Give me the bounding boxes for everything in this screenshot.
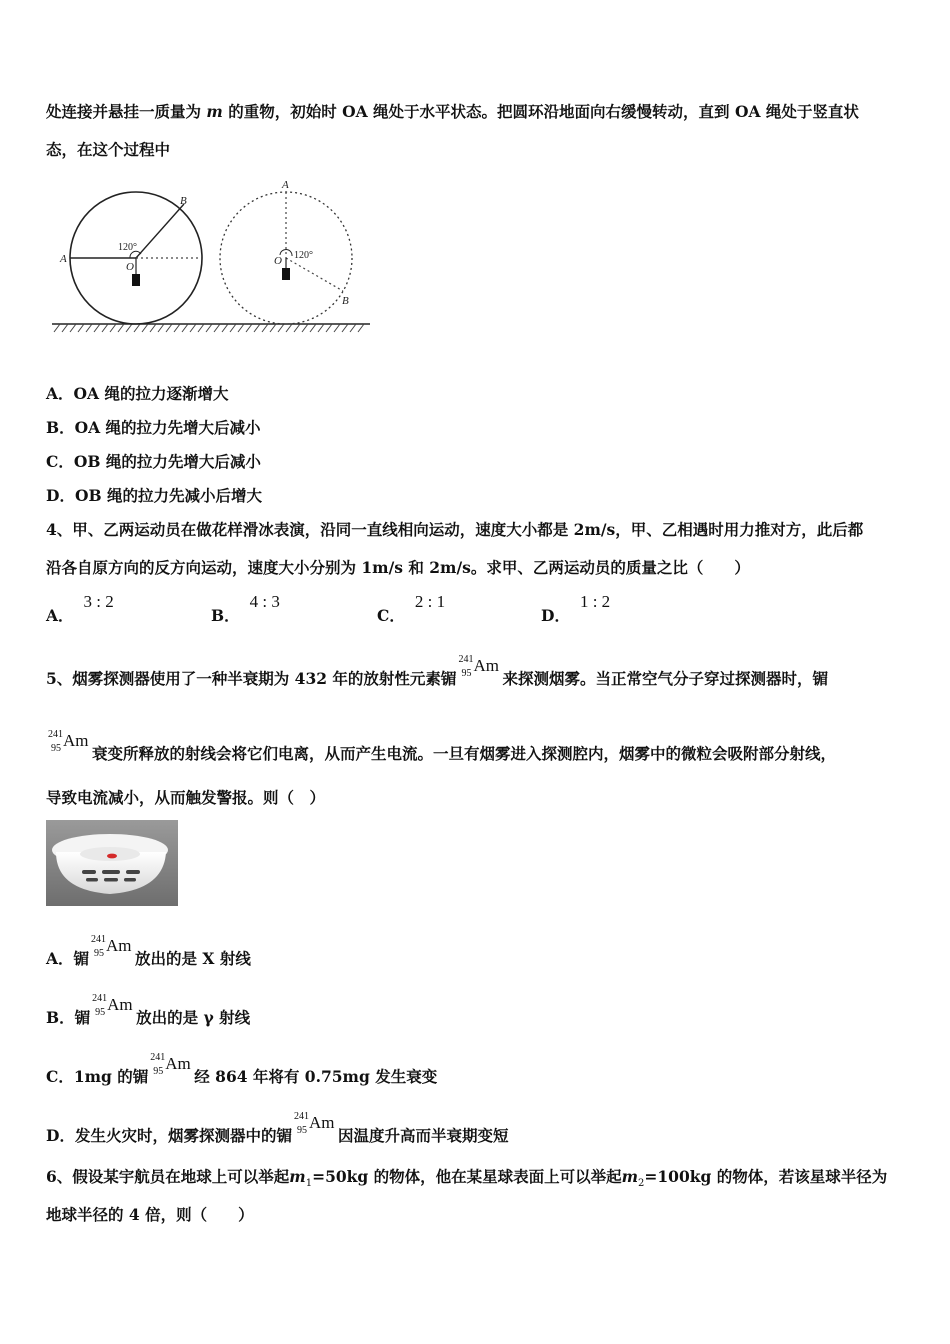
atomic-number: 95 bbox=[51, 743, 61, 754]
option-letter: C． bbox=[377, 606, 405, 625]
stem-text: 6、假设某宇航员在地球上可以举起 bbox=[46, 1167, 290, 1186]
mass-number: 241 bbox=[150, 1052, 166, 1063]
q4-option-c bbox=[377, 592, 446, 626]
label-o: O bbox=[126, 261, 134, 273]
q4-stem-line-2: 沿各自原方向的反方向运动，速度大小分别为 1m/s 和 2m/s。求甲、乙两运动员的质量之比（ ） bbox=[46, 558, 750, 577]
stem-text: =50kg 的物体，他在某星球表面上可以举起 bbox=[312, 1167, 622, 1186]
subscript: 1 bbox=[305, 1178, 313, 1190]
option-text: 经 864 年将有 0.75mg 发生衰变 bbox=[194, 1067, 438, 1086]
q5-stem-line-2 bbox=[46, 729, 837, 765]
intro-text: 的重物，初始时 OA 绳处于水平状态。把圆环沿地面向右缓慢转动，直到 OA 绳处于竖直状 bbox=[228, 102, 859, 121]
americium-nuclide bbox=[292, 1111, 338, 1147]
rope-ob bbox=[136, 204, 184, 258]
intro-text: 处连接并悬挂一质量为 bbox=[46, 102, 202, 121]
element-symbol: Am bbox=[308, 1113, 335, 1132]
atomic-number: 95 bbox=[153, 1066, 164, 1077]
q4-stem-line-1: 4、甲、乙两运动员在做花样滑冰表演，沿同一直线相向运动，速度大小都是 2m/s，甲、乙相遇时用力推对方，此后都 bbox=[46, 520, 864, 539]
mass-variable: m bbox=[289, 1167, 306, 1186]
atomic-number: 95 bbox=[296, 1125, 307, 1136]
element-symbol: Am bbox=[106, 936, 132, 955]
label-a: A bbox=[60, 253, 67, 265]
q5-option-a bbox=[46, 934, 251, 970]
mass-number: 241 bbox=[91, 934, 107, 945]
element-symbol: Am bbox=[107, 995, 133, 1014]
label-a: A bbox=[282, 179, 289, 191]
label-o: O bbox=[274, 255, 282, 267]
label-b: B bbox=[180, 195, 187, 207]
option-value: 3 : 2 bbox=[83, 592, 114, 611]
q5-stem-line-1 bbox=[46, 654, 828, 690]
q3-option-a: A．OA 绳的拉力逐渐增大 bbox=[46, 384, 229, 403]
stem-text: 来探测烟雾。当正常空气分子穿过探测器时，镅 bbox=[502, 669, 828, 688]
option-value: 1 : 2 bbox=[579, 592, 611, 611]
mass-number: 241 bbox=[458, 654, 474, 665]
left-ring bbox=[59, 192, 202, 324]
q5-option-b bbox=[46, 993, 251, 1029]
intro-line-2: 态，在这个过程中 bbox=[46, 140, 171, 159]
q4-option-b bbox=[211, 592, 280, 626]
americium-nuclide bbox=[89, 934, 135, 970]
q3-option-c: C．OB 绳的拉力先增大后减小 bbox=[46, 452, 261, 471]
mass-variable: m bbox=[621, 1167, 639, 1186]
mass-variable: m bbox=[206, 102, 223, 121]
option-letter: A． bbox=[46, 606, 74, 625]
weight-block bbox=[282, 268, 290, 280]
option-text: 放出的是 γ 射线 bbox=[136, 1008, 251, 1027]
option-text: D．发生火灾时，烟雾探测器中的镅 bbox=[46, 1126, 292, 1145]
americium-nuclide bbox=[148, 1052, 194, 1088]
option-text: 放出的是 X 射线 bbox=[135, 949, 251, 968]
option-text: 因温度升高而半衰期变短 bbox=[337, 1126, 509, 1145]
americium-nuclide bbox=[46, 729, 92, 765]
angle-label: 120° bbox=[294, 250, 313, 261]
atomic-number: 95 bbox=[461, 668, 472, 679]
q5-stem-line-3: 导致电流减小，从而触发警报。则（ ） bbox=[46, 788, 326, 807]
mass-number: 241 bbox=[293, 1111, 309, 1122]
atomic-number: 95 bbox=[94, 948, 105, 959]
option-letter: D． bbox=[541, 606, 570, 625]
ground bbox=[52, 324, 370, 332]
mass-number: 241 bbox=[92, 993, 108, 1004]
element-symbol: Am bbox=[63, 731, 89, 750]
smoke-detector-photo bbox=[46, 820, 178, 906]
intro-line-1 bbox=[46, 100, 859, 122]
rope-ob bbox=[286, 258, 343, 291]
atomic-number: 95 bbox=[95, 1007, 106, 1018]
option-text: B．镅 bbox=[46, 1008, 91, 1027]
option-value: 4 : 3 bbox=[249, 592, 280, 611]
mass-number: 241 bbox=[48, 729, 63, 740]
q3-option-b: B．OA 绳的拉力先增大后减小 bbox=[46, 418, 261, 437]
q6-stem-line-2: 地球半径的 4 倍，则（ ） bbox=[46, 1205, 254, 1224]
option-value: 2 : 1 bbox=[414, 592, 446, 611]
right-ring bbox=[220, 179, 352, 324]
element-symbol: Am bbox=[165, 1054, 191, 1073]
option-text: A．镅 bbox=[46, 949, 90, 968]
q5-option-d bbox=[46, 1111, 509, 1147]
option-text: C．1mg 的镅 bbox=[46, 1067, 149, 1086]
q4-option-d bbox=[541, 592, 611, 626]
americium-nuclide bbox=[90, 993, 136, 1029]
q3-option-d: D．OB 绳的拉力先减小后增大 bbox=[46, 486, 262, 505]
element-symbol: Am bbox=[473, 656, 499, 675]
stem-text: 5、烟雾探测器使用了一种半衰期为 432 年的放射性元素镅 bbox=[46, 669, 457, 688]
americium-nuclide bbox=[456, 654, 502, 690]
label-b: B bbox=[342, 295, 349, 307]
q6-stem-line-1 bbox=[46, 1165, 887, 1189]
weight-block bbox=[132, 274, 140, 286]
q4-option-a bbox=[46, 592, 114, 626]
angle-label: 120° bbox=[118, 242, 137, 253]
stem-text: 衰变所释放的射线会将它们电离，从而产生电流。一旦有烟雾进入探测腔内，烟雾中的微粒会吸附部分射线， bbox=[92, 744, 837, 763]
subscript: 2 bbox=[638, 1178, 645, 1190]
stem-text: =100kg 的物体，若该星球半径为 bbox=[644, 1167, 888, 1186]
ring-rotation-figure bbox=[46, 172, 376, 340]
q5-option-c bbox=[46, 1052, 438, 1088]
option-letter: B． bbox=[211, 606, 240, 625]
